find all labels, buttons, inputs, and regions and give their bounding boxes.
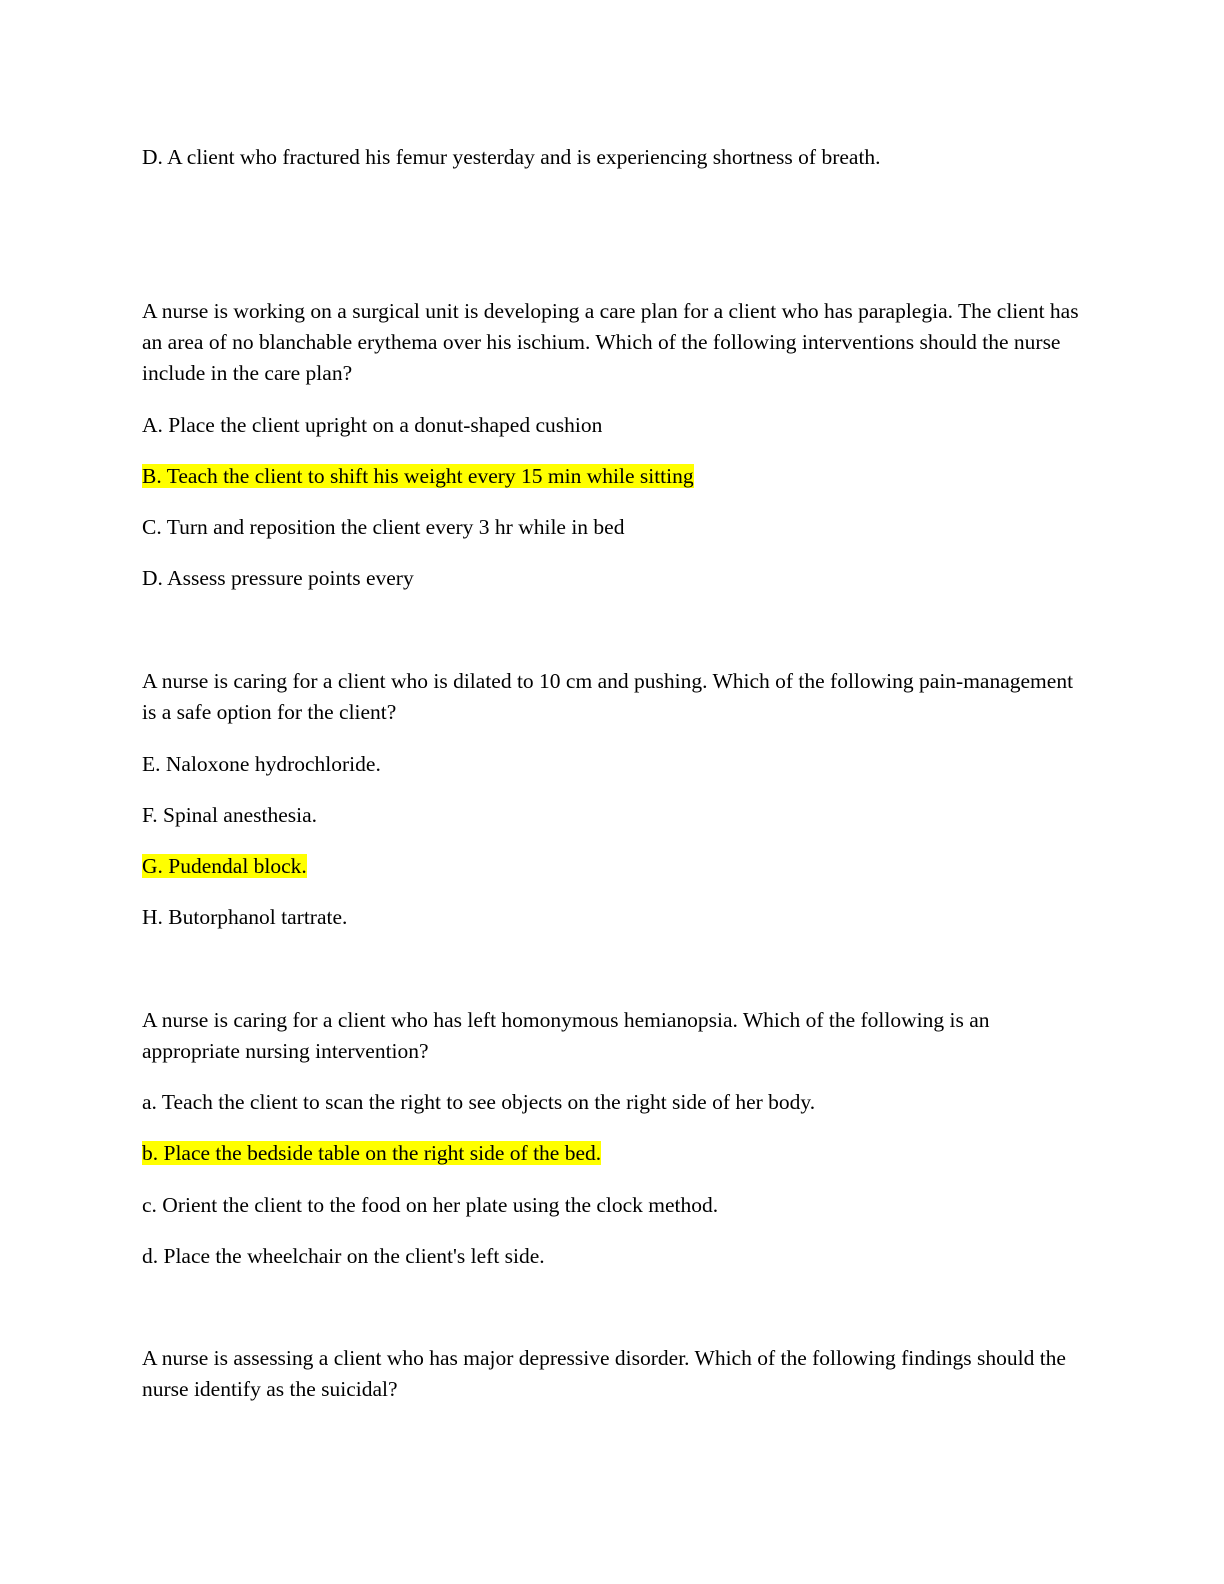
question-1-stem: A nurse is working on a surgical unit is developing a care plan for a client who has paraplegia. The client has an area of no blanchable erythema over his ischium. Which of the following interventions should the nurse include in the care plan? [142,299,1079,385]
question-1-option-d: D. Assess pressure points every [142,566,414,590]
question-2-option-f: F. Spinal anesthesia. [142,803,318,827]
question-1-option-b-highlighted: B. Teach the client to shift his weight every 15 min while sitting [142,464,694,488]
question-3-option-d: d. Place the wheelchair on the client's left side. [142,1244,545,1268]
question-2-option-h: H. Butorphanol tartrate. [142,905,348,929]
question-3-option-b-highlighted: b. Place the bedside table on the right side of the bed. [142,1141,602,1165]
question-1-option-a: A. Place the client upright on a donut-shaped cushion [142,413,603,437]
question-3-option-a: a. Teach the client to scan the right to see objects on the right side of her body. [142,1090,816,1114]
question-3-stem: A nurse is caring for a client who has left homonymous hemianopsia. Which of the following is an appropriate nursing intervention? [142,1008,990,1063]
question-1-option-c: C. Turn and reposition the client every 3 hr while in bed [142,515,625,539]
question-3-option-c: c. Orient the client to the food on her plate using the clock method. [142,1193,719,1217]
question-2-option-e: E. Naloxone hydrochloride. [142,752,381,776]
question-2-option-g-highlighted: G. Pudendal block. [142,854,307,878]
question-4-stem: A nurse is assessing a client who has major depressive disorder. Which of the following findings should the nurse identify as the suicidal? [142,1346,1066,1401]
question-2-stem: A nurse is caring for a client who is dilated to 10 cm and pushing. Which of the following pain-management is a safe option for the client? [142,669,1074,724]
prev-question-option-d: D. A client who fractured his femur yesterday and is experiencing shortness of breath. [142,145,881,169]
